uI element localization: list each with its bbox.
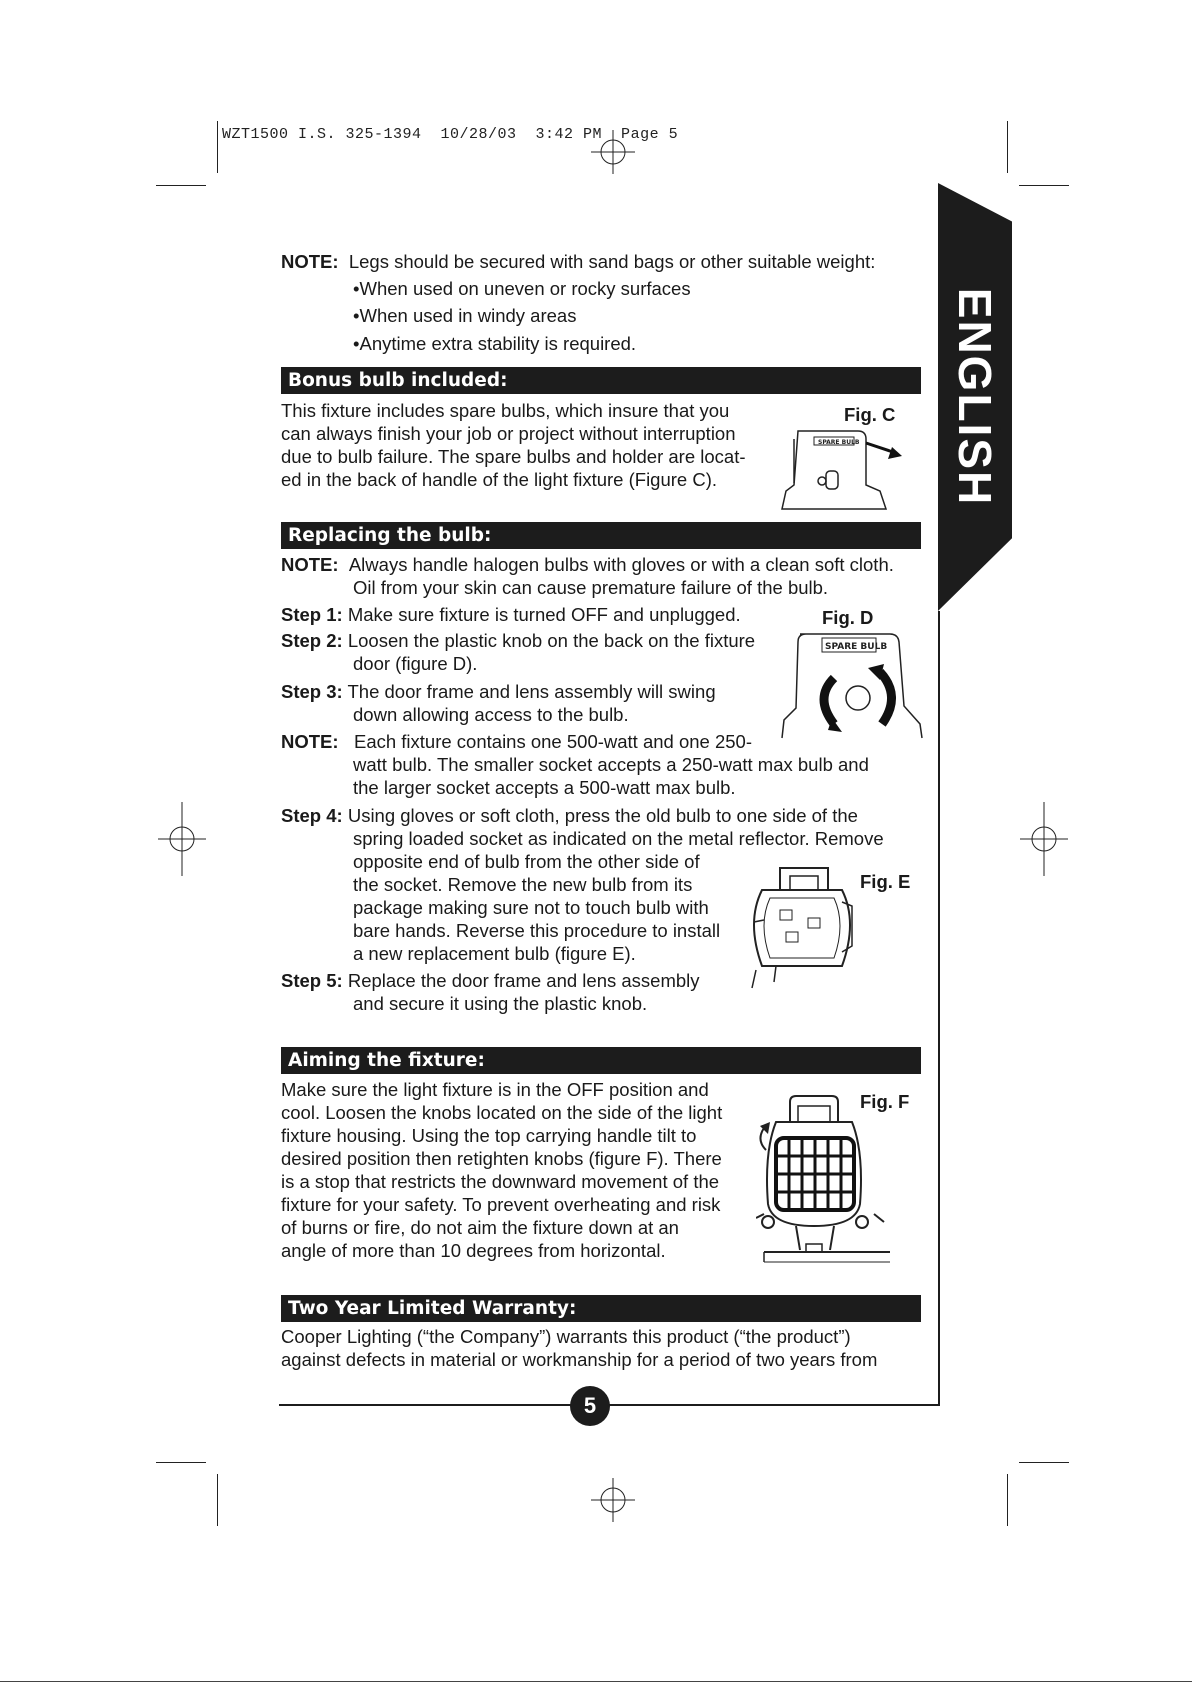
bullet-item: •Anytime extra stability is required. <box>353 333 637 354</box>
note-text: Each fixture contains one 500-watt and one 250- <box>353 731 752 752</box>
page-frame-right <box>938 611 940 1406</box>
page-number: 5 <box>570 1386 610 1426</box>
step-text: Using gloves or soft cloth, press the old bulb to one side of the <box>347 805 858 826</box>
note-label: NOTE: <box>281 251 339 272</box>
step-4-cont: the socket. Remove the new bulb from its <box>353 874 693 895</box>
section-heading-aiming: Aiming the fixture: <box>281 1047 921 1074</box>
step-4 <box>281 804 858 827</box>
step-text: Replace the door frame and lens assembly <box>347 970 700 991</box>
crop-mark <box>217 121 218 173</box>
step-4-cont: package making sure not to touch bulb with <box>353 897 709 918</box>
aiming-line: fixture housing. Using the top carrying handle tilt to <box>281 1125 697 1146</box>
note-legs <box>281 250 875 273</box>
crop-mark <box>1019 185 1069 186</box>
step-4-cont: spring loaded socket as indicated on the metal reflector. Remove <box>353 828 884 849</box>
scan-edge <box>0 1681 1192 1682</box>
warranty-line: against defects in material or workmanship for a period of two years from <box>281 1349 878 1370</box>
bonus-line: ed in the back of handle of the light fixture (Figure C). <box>281 469 718 490</box>
aiming-line: desired position then retighten knobs (figure F). There <box>281 1148 722 1169</box>
section-heading-warranty: Two Year Limited Warranty: <box>281 1295 921 1322</box>
crop-mark <box>156 185 206 186</box>
step-1 <box>281 603 741 626</box>
note-text: Always handle halogen bulbs with gloves or with a clean soft cloth. <box>348 554 894 575</box>
bullet-item: •When used on uneven or rocky surfaces <box>353 278 691 299</box>
step-label: Step 3: <box>281 681 343 702</box>
crop-mark <box>1007 121 1008 173</box>
step-3-cont: down allowing access to the bulb. <box>353 704 629 725</box>
step-label: Step 1: <box>281 604 343 625</box>
bonus-line: due to bulb failure. The spare bulbs and holder are locat- <box>281 446 746 467</box>
step-2 <box>281 629 755 652</box>
step-3 <box>281 680 716 703</box>
aiming-line: Make sure the light fixture is in the OFF position and <box>281 1079 709 1100</box>
figure-d-illustration <box>778 628 924 740</box>
aiming-line: angle of more than 10 degrees from horizontal. <box>281 1240 666 1261</box>
replacing-note-cont: Oil from your skin can cause premature failure of the bulb. <box>353 577 829 598</box>
crop-mark <box>1007 1474 1008 1526</box>
note-text: Legs should be secured with sand bags or other suitable weight: <box>348 251 876 272</box>
language-tab-label: ENGLISH <box>949 287 1001 507</box>
warranty-line: Cooper Lighting (“the Company”) warrants this product (“the product”) <box>281 1326 851 1347</box>
crop-mark <box>1019 1462 1069 1463</box>
figure-e-label: Fig. E <box>860 871 911 892</box>
figure-f-illustration <box>756 1092 892 1274</box>
bonus-line: can always finish your job or project without interruption <box>281 423 736 444</box>
replacing-note <box>281 553 894 576</box>
figure-c-tag: SPARE BULB <box>818 439 860 446</box>
figure-d-label: Fig. D <box>822 607 874 628</box>
aiming-line: fixture for your safety. To prevent overheating and risk <box>281 1194 721 1215</box>
aiming-line: is a stop that restricts the downward movement of the <box>281 1171 720 1192</box>
aiming-line: of burns or fire, do not aim the fixture down at an <box>281 1217 679 1238</box>
aiming-line: cool. Loosen the knobs located on the side of the light <box>281 1102 723 1123</box>
step-5-cont: and secure it using the plastic knob. <box>353 993 648 1014</box>
figure-c-label: Fig. C <box>844 404 896 425</box>
crop-mark <box>156 1462 206 1463</box>
registration-mark <box>1020 802 1068 876</box>
step-2-cont: door (figure D). <box>353 653 478 674</box>
crop-mark <box>217 1474 218 1526</box>
replacing-note-2 <box>281 730 752 753</box>
figure-e-illustration <box>746 862 858 990</box>
section-heading-bonus: Bonus bulb included: <box>281 367 921 394</box>
registration-mark <box>158 802 206 876</box>
bonus-line: This fixture includes spare bulbs, which insure that you <box>281 400 730 421</box>
note-label: NOTE: <box>281 554 339 575</box>
step-text: Loosen the plastic knob on the back on the fixture <box>347 630 756 651</box>
replacing-note-2-cont: the larger socket accepts a 500-watt max bulb. <box>353 777 736 798</box>
figure-c-illustration <box>780 425 905 513</box>
registration-mark <box>591 1478 635 1522</box>
step-4-cont: opposite end of bulb from the other side of <box>353 851 700 872</box>
step-label: Step 4: <box>281 805 343 826</box>
step-4-cont: a new replacement bulb (figure E). <box>353 943 636 964</box>
figure-f-label: Fig. F <box>860 1091 910 1112</box>
step-4-cont: bare hands. Reverse this procedure to install <box>353 920 721 941</box>
bullet-item: •When used in windy areas <box>353 305 577 326</box>
replacing-note-2-cont: watt bulb. The smaller socket accepts a 250-watt max bulb and <box>353 754 869 775</box>
step-text: Make sure fixture is turned OFF and unplugged. <box>347 604 741 625</box>
printer-slug: WZT1500 I.S. 325-1394 10/28/03 3:42 PM Page 5 <box>222 126 679 143</box>
registration-mark <box>591 130 635 174</box>
section-heading-replacing: Replacing the bulb: <box>281 522 921 549</box>
step-label: Step 2: <box>281 630 343 651</box>
step-text: The door frame and lens assembly will swing <box>347 681 716 702</box>
step-5 <box>281 969 700 992</box>
figure-d-tag: SPARE BULB <box>825 642 888 652</box>
note-label: NOTE: <box>281 731 339 752</box>
step-label: Step 5: <box>281 970 343 991</box>
